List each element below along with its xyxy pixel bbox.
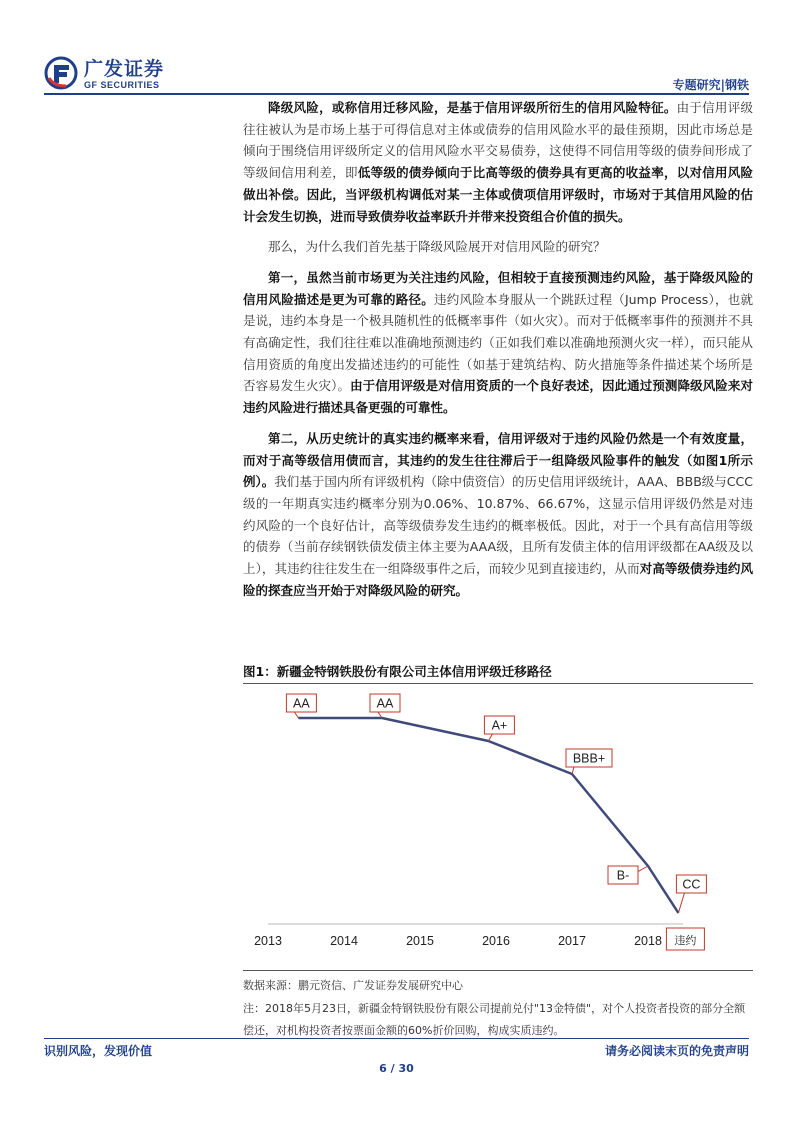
figure-source: 数据来源：鹏元资信、广发证券发展研究中心 [243,979,463,992]
paragraph-second-reason [243,428,753,602]
brand-name-cn: 广发证券 [84,58,165,80]
figure-bottom-rule [243,970,753,971]
default-label: 违约 [674,934,697,947]
callout-pointer [488,734,492,741]
footer-slogan: 识别风险，发现价值 [44,1044,153,1058]
callout-pointer [572,767,574,774]
report-body [243,97,753,601]
rating-label: B- [616,868,630,883]
header-divider [44,93,749,95]
bold-text-run: 低等级的债券倾向于比高等级的债券具有更高的收益率，以对信用风险做出补偿。因此，当评级机构调低对某一主体或债项信用评级时，市场对于其信用风险的估计会发生切换，进而导致债券收益率跃升并带来投资组合价值的损失。 [243,165,753,224]
bold-text-run: 第一，虽然当前市场更为关注违约风险，但相较于直接预测违约风险，基于降级风险的信用风险描述是更为可靠的路径。 [243,269,753,307]
rating-label: A+ [491,718,508,733]
bold-text-run: 对高等级债券违约风险的探查应当开始于对降级风险的研究。 [243,561,753,598]
x-tick-label: 2016 [482,934,510,948]
figure-note: 注：2018年5月23日，新疆金特钢铁股份有限公司提前兑付"13金特债"，对个人投资者投资的部分全额偿还，对机构投资者按票面金额的60%折价回购，构成实质违约。 [243,1002,746,1037]
paragraph-question [243,236,753,258]
rating-label: CC [682,877,701,892]
text-run: 我们基于国内所有评级机构（除中债资信）的历史信用评级统计，AAA、BBB级与CCC级的一年期真实违约概率分别为0.06%、10.87%、66.67%，这显示信用评级仍然是对违约风险的一个良好估计，高等级债券发生违约的概率极低。因此，对于一个具有高信用等级的债券（当前存续钢铁债发债主体主要为AAA级，且所有发债主体的信用评级都在AA级及以上），其违约往往发生在一组降级事件之后，而较少见到直接违约，从而 [243,474,753,577]
figure-title: 图1：新疆金特钢铁股份有限公司主体信用评级迁移路径 [243,664,552,679]
bold-text-run: 降级风险，或称信用迁移风险，是基于信用评级所衍生的信用风险特征。 [268,100,677,115]
callout-pointer [294,712,298,718]
page-number: 6 / 30 [379,1062,414,1075]
rating-label: AA [376,696,394,711]
x-tick-label: 2013 [254,934,282,948]
text-run: 违约风险本身服从一个跳跃过程（Jump Process），也就是说，违约本身是一个极具随机性的低概率事件（如火灾）。而对于低概率事件的预测并不具有高确定性，我们往往难以准确地预测违约（正如我们难以准确地预测火灾一样），而只能从信用资质的角度出发描述违约的可能性（如基于建筑结构、防火措施等条件描述某个场所是否容易发生火灾）。 [243,291,753,394]
paragraph-first-reason [243,267,753,419]
x-tick-label: 2015 [406,934,434,948]
brand-name-en: GF SECURITIES [84,80,160,90]
text-run: 那么，为什么我们首先基于降级风险展开对信用风险的研究？ [268,239,606,255]
bold-text-run: 由于信用评级是对信用资质的一个良好表述，因此通过预测降级风险来对违约风险进行描述具备更强的可靠性。 [243,378,753,416]
footer-divider [44,1038,749,1039]
rating-migration-chart [243,684,753,969]
rating-label: AA [293,696,310,711]
x-tick-label: 2018 [634,934,662,948]
callout-pointer [678,893,684,913]
report-category: 专题研究|钢铁 [672,78,749,92]
x-tick-label: 2017 [558,934,586,948]
gf-logo-icon [44,56,78,90]
rating-label: BBB+ [572,751,606,766]
footer-disclaimer: 请务必阅读末页的免责声明 [604,1044,749,1058]
bold-text-run: 第二，从历史统计的真实违约概率来看，信用评级对于违约风险仍然是一个有效度量，而对于高等级信用债而言，其违约的发生往往滞后于一组降级风险事件的触发（如图1所示例）。 [243,430,753,490]
text-run: 由于信用评级往往被认为是市场上基于可得信息对主体或债券的信用风险水平的最佳预期，因此市场总是倾向于围绕信用评级所定义的信用风险水平交易债券，这使得不同信用等级的债券间形成了等级间信用利差，即 [243,100,753,181]
x-tick-label: 2014 [330,934,358,948]
paragraph-downgrade-risk [243,97,753,227]
